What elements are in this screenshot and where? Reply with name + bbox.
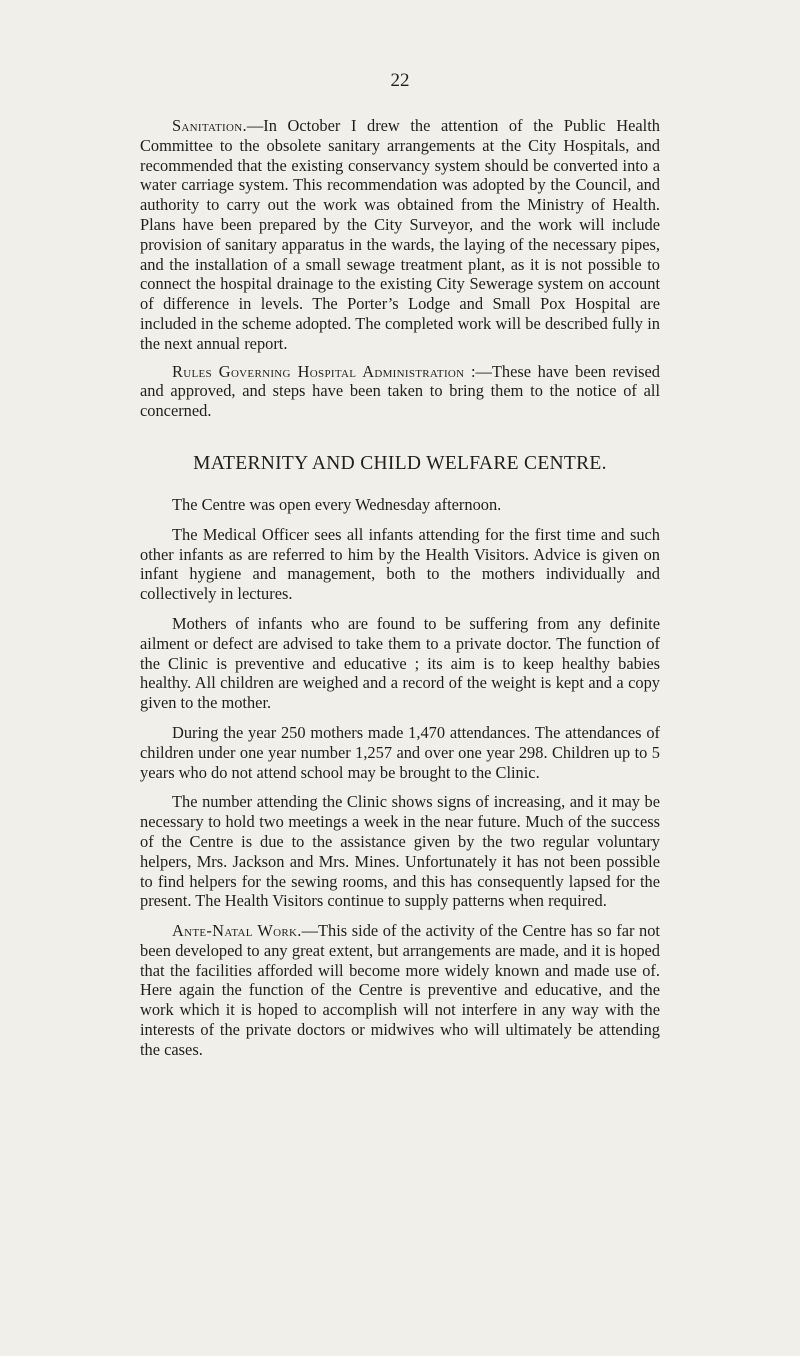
sanitation-text: —In October I drew the attention of the Public Health Committee to the obsolete sanitary arrangements at the City Hospitals, and recommended that the existing conservancy system should be converted into a water carriage system. This recommendation was adopted by the Council, and authority to carry out the work was obtained from the Ministry of Health. Plans have been prepared by the City Surveyor, and the work will include provision of sanitary apparatus in the wards, the laying of the necessary pipes, and the installation of a small sewage treatment plant, as it is not possible to connect the hospital drainage to the existing City Sewerage system on account of difference in levels. The Porter’s Lodge and Small Pox Hospital are included in the scheme adopted. The completed work will be described fully in the next annual report.	[140, 116, 660, 353]
section-title: MATERNITY AND CHILD WELFARE CENTRE.	[193, 452, 607, 474]
maternity-paragraph: During the year 250 mothers made 1,470 attendances. The attendances of children under one year number 1,257 and over one year 298. Children up to 5 years who do not attend school may be brought to the Clinic.	[140, 722, 660, 782]
rules-heading: Rules Governing Hospital Administration	[172, 361, 465, 381]
rules-text: :—These have been revised and approved, and steps have been taken to bring them to the notice of all concerned.	[140, 361, 660, 421]
page-body	[140, 116, 660, 1060]
maternity-paragraph: The Centre was open every Wednesday afternoon.	[172, 494, 502, 514]
maternity-paragraph: The number attending the Clinic shows signs of increasing, and it may be necessary to hold two meetings a week in the near future. Much of the success of the Centre is due to the assistance given by the two regular voluntary helpers, Mrs. Jackson and Mrs. Mines. Unfortunately it has not been possible to find helpers for the sewing rooms, and this has consequently lapsed for the present. The Health Visitors continue to supply patterns when required.	[140, 792, 660, 911]
antenatal-text: —This side of the activity of the Centre has so far not been developed to any great extent, but arrangements are made, and it is hoped that the facilities afforded will become more widely known and made use of. Here again the function of the Centre is preventive and educative, and the work which it is hoped to accomplish will not interfere in any way with the interests of the private doctors or midwives who will ultimately be attending the cases.	[140, 921, 660, 1059]
antenatal-paragraph	[140, 921, 660, 1060]
maternity-paragraph: The Medical Officer sees all infants attending for the first time and such other infants as are referred to him by the Health Visitors. Advice is given on infant hygiene and management, both to the mothers individually and collectively in lectures.	[140, 524, 660, 604]
sanitation-heading: Sanitation.	[172, 116, 247, 135]
sanitation-paragraph	[140, 116, 660, 354]
page-number: 22	[390, 70, 410, 91]
rules-paragraph	[140, 362, 660, 421]
maternity-paragraph: Mothers of infants who are found to be suffering from any definite ailment or defect are advised to take them to a private doctor. The function of the Clinic is preventive and educative ; its aim is to keep healthy babies healthy. All children are weighed and a record of the weight is kept and a copy given to the mother.	[140, 613, 660, 713]
antenatal-heading: Ante-Natal Work.	[172, 921, 302, 941]
